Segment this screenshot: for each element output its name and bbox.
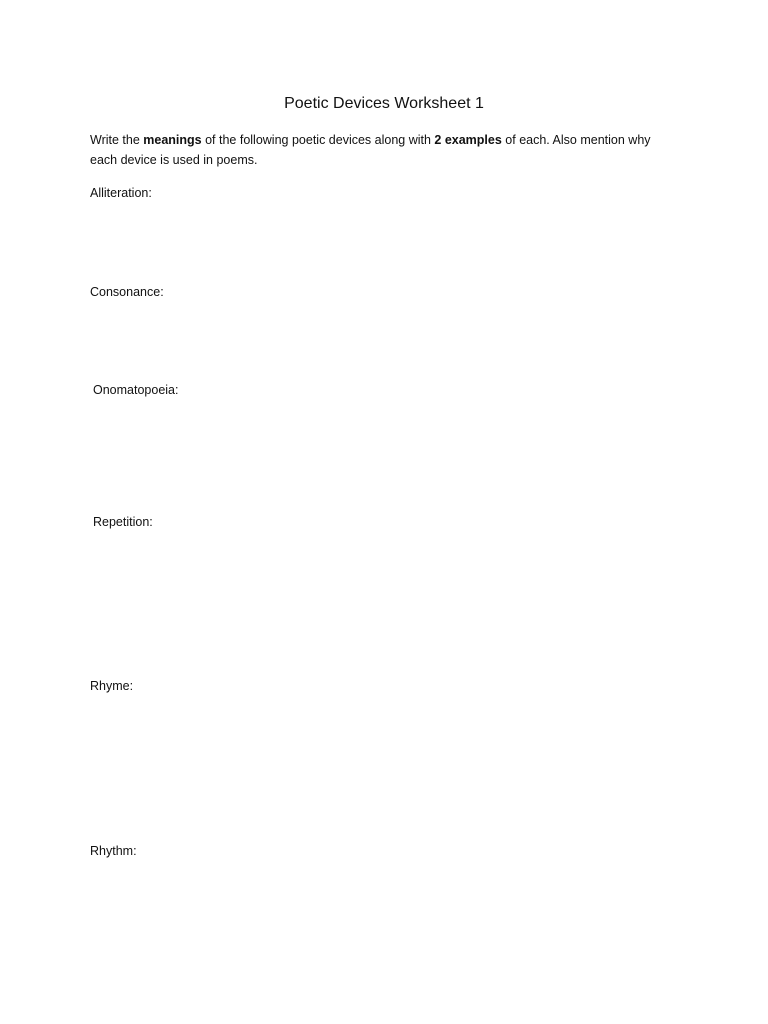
device-label-repetition: Repetition: [93,515,153,529]
instructions-bold-meanings: meanings [143,133,202,147]
worksheet-title: Poetic Devices Worksheet 1 [284,95,484,112]
instructions-text-2: of the following poetic devices along with [201,133,435,147]
instructions-text-1: Write the [90,133,144,147]
device-label-rhyme: Rhyme: [90,679,134,693]
instructions-bold-examples: 2 examples [434,133,502,147]
instructions-text-3: of each. Also mention why each device is used in poems. [90,133,651,167]
device-label-alliteration: Alliteration: [90,186,152,200]
device-label-rhythm: Rhythm: [90,844,137,858]
device-label-consonance: Consonance: [90,285,164,299]
worksheet-instructions [90,130,675,170]
device-label-onomatopoeia: Onomatopoeia: [93,383,179,397]
